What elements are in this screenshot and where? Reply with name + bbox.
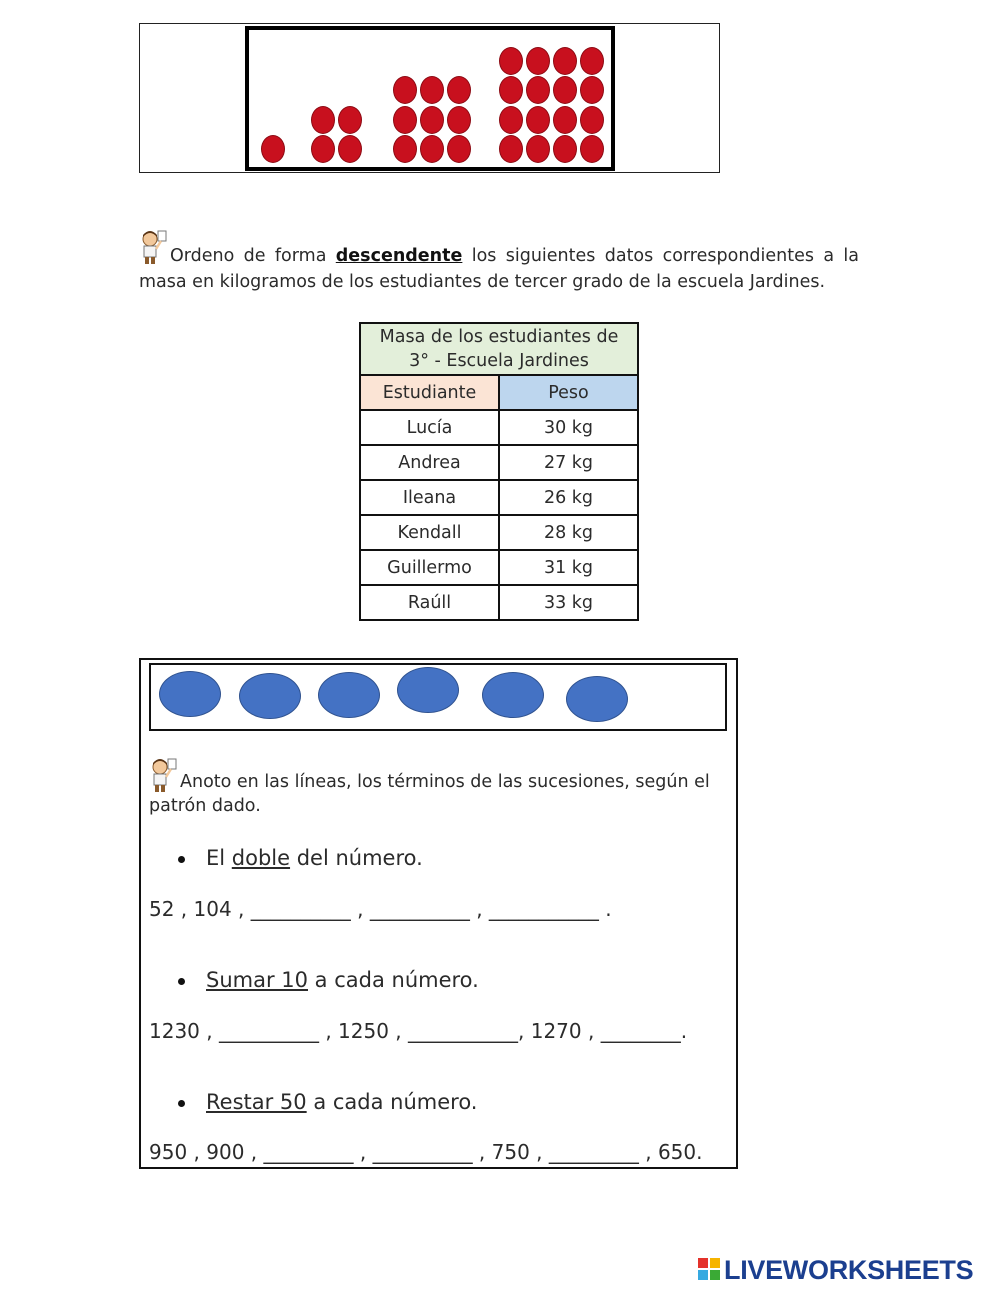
bullet-icon [178,1100,185,1107]
pattern-doble: El doble del número. [178,846,423,870]
instruction-sequences: Anoto en las líneas, los términos de las sucesiones, según el patrón dado. [149,757,734,818]
red-dot [499,135,523,163]
student-weight: 26 kg [499,480,638,515]
blue-dot[interactable] [397,667,459,713]
table-row [360,515,638,550]
student-boy-icon [139,229,167,265]
header-weight: Peso [499,375,638,410]
table-row [360,550,638,585]
sequence-restar[interactable]: 950 , 900 , _________ , __________ , 750 , _________ , 650. [149,1140,703,1164]
red-dot [499,106,523,134]
red-dot [393,135,417,163]
red-dot [580,135,604,163]
table-row [360,585,638,620]
red-dot [553,47,577,75]
student-name: Ileana [360,480,499,515]
blue-dot[interactable] [159,671,221,717]
student-name: Andrea [360,445,499,480]
red-dot [580,106,604,134]
red-dot [447,106,471,134]
red-dot [580,47,604,75]
bullet-icon [178,978,185,985]
sequence-sumar[interactable]: 1230 , __________ , 1250 , ___________, 1270 , ________. [149,1019,688,1043]
red-dot [338,106,362,134]
student-name: Guillermo [360,550,499,585]
blue-dot[interactable] [318,672,380,718]
student-name: Raúll [360,585,499,620]
pattern-sumar: Sumar 10 a cada número. [178,968,479,992]
student-boy-icon [149,757,177,793]
header-student: Estudiante [360,375,499,410]
table-title: Masa de los estudiantes de 3° - Escuela Jardines [360,323,638,375]
student-weight: 31 kg [499,550,638,585]
red-dot [393,76,417,104]
blue-dot[interactable] [482,672,544,718]
red-dot [553,76,577,104]
descendente-keyword: descendente [335,246,463,266]
student-name: Lucía [360,410,499,445]
dot-pattern-inner-frame [245,26,615,171]
red-dot [311,135,335,163]
red-dot [447,135,471,163]
blue-dot[interactable] [566,676,628,722]
red-dot [393,106,417,134]
table-row [360,480,638,515]
red-dot [526,106,550,134]
student-weight: 28 kg [499,515,638,550]
red-dot [580,76,604,104]
red-dot [526,76,550,104]
blue-dots-frame [149,663,727,731]
red-dot [553,106,577,134]
red-dot [420,135,444,163]
red-dot [261,135,285,163]
red-dot [499,76,523,104]
instruction-order-descending: Ordeno de forma descendente los siguientes datos correspondientes a la masa en kilogramos de los estudiantes de tercer grado de la escuela Jardines. [139,229,859,295]
student-name: Kendall [360,515,499,550]
student-mass-table [359,322,639,621]
liveworksheets-logo[interactable]: LIVEWORKSHEETS [698,1255,973,1285]
blue-dot[interactable] [239,673,301,719]
red-dot [526,47,550,75]
red-dot [526,135,550,163]
red-dot [420,76,444,104]
red-dot [499,47,523,75]
logo-squares-icon [698,1258,722,1282]
red-dot [311,106,335,134]
red-dot [338,135,362,163]
red-dot [553,135,577,163]
student-weight: 27 kg [499,445,638,480]
red-dot [420,106,444,134]
student-weight: 30 kg [499,410,638,445]
bullet-icon [178,856,185,863]
sequence-doble[interactable]: 52 , 104 , __________ , __________ , ___________ . [149,897,612,921]
table-row [360,445,638,480]
student-weight: 33 kg [499,585,638,620]
pattern-restar: Restar 50 a cada número. [178,1090,478,1114]
red-dot [447,76,471,104]
table-row [360,410,638,445]
